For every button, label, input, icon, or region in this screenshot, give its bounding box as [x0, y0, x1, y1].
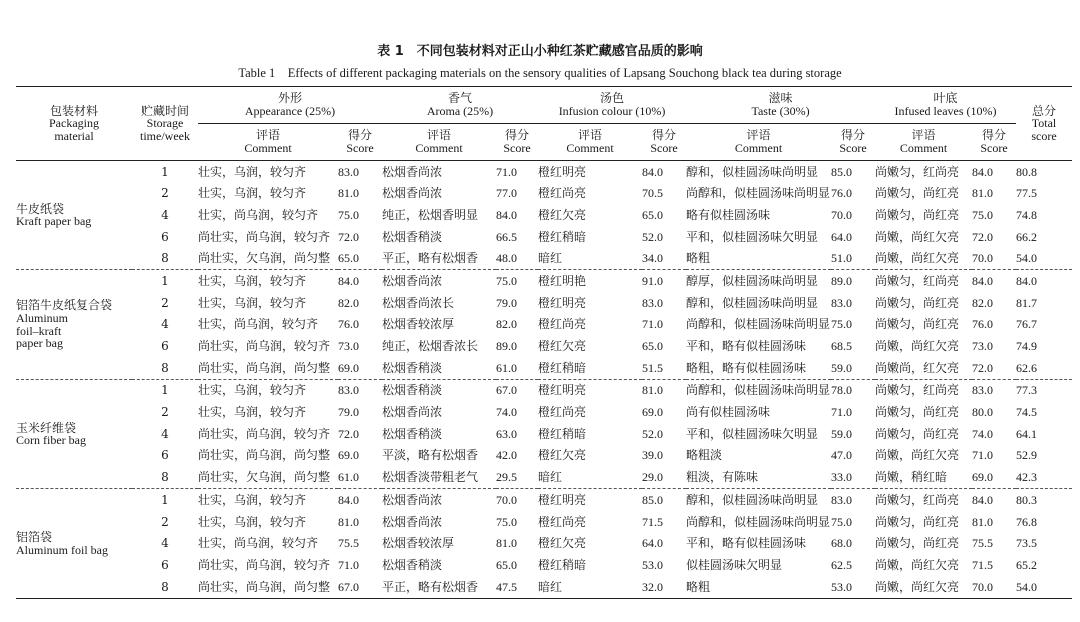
subheader-comment: 评语 Comment [382, 124, 496, 161]
cell-taste-comment: 尚有似桂圆汤味 [686, 405, 771, 420]
cell-appearance-score: 69.0 [338, 357, 382, 379]
sensory-quality-table [16, 86, 1072, 599]
cell-aroma-score: 67.0 [496, 383, 517, 398]
table-body [16, 161, 1072, 599]
cell-leaves-comment: 尚嫩匀，尚红亮 [875, 295, 960, 310]
cell-aroma-score: 74.0 [496, 405, 517, 420]
cell-leaves-score: 70.0 [972, 248, 1016, 270]
cell-appearance-comment: 壮实，乌润，较匀齐 [198, 164, 307, 179]
cell-taste-comment: 略粗，略有似桂圆汤味 [686, 357, 831, 379]
material-name-en: paper bag [16, 336, 63, 351]
cell-storage-time: 6 [161, 339, 169, 354]
cell-aroma-comment: 松烟香尚浓长 [382, 295, 455, 310]
cell-infusion-score: 69.0 [642, 405, 663, 420]
cell-storage-time: 1 [161, 273, 169, 288]
cell-taste-score: 71.0 [831, 405, 853, 420]
table-row [16, 533, 1072, 555]
cell-leaves-comment: 尚嫩匀，尚红亮 [875, 186, 960, 201]
cell-packaging-material [16, 270, 132, 379]
cell-infusion-score: 52.0 [642, 229, 663, 244]
table-row [16, 379, 1072, 401]
cell-infusion-score: 83.0 [642, 295, 663, 310]
cell-leaves-score: 73.0 [972, 339, 994, 354]
cell-leaves-score: 74.0 [972, 426, 994, 441]
cell-aroma-comment: 松烟香尚浓 [382, 405, 443, 420]
cell-leaves-score: 71.5 [972, 557, 994, 572]
table-row [16, 511, 1072, 533]
cell-total-score: 66.2 [1016, 229, 1038, 244]
cell-total-score: 80.8 [1016, 164, 1038, 179]
cell-aroma-score: 89.0 [496, 339, 517, 354]
cell-taste-comment: 尚醇和，似桂圆汤味尚明显 [686, 186, 831, 201]
cell-leaves-comment: 尚嫩，尚红欠亮 [875, 448, 960, 463]
cell-aroma-score: 47.5 [496, 579, 517, 594]
cell-storage-time: 8 [132, 248, 198, 270]
cell-aroma-score: 75.0 [496, 273, 517, 288]
cell-infusion-score: 32.0 [642, 579, 663, 594]
subheader-comment: 评语 Comment [875, 124, 972, 161]
cell-leaves-comment: 尚嫩，尚红欠亮 [875, 229, 960, 244]
cell-total-score: 76.7 [1016, 317, 1038, 332]
cell-infusion-comment: 橙红尚亮 [538, 514, 587, 529]
material-name-en: foil–kraft [16, 323, 62, 338]
cell-packaging-material [16, 489, 132, 598]
table-title-cn: 表 1 不同包装材料对正山小种红茶贮藏感官品质的影响 [377, 44, 703, 59]
cell-infusion-score: 85.0 [642, 492, 663, 507]
table-row [16, 314, 1072, 336]
cell-storage-time: 8 [161, 579, 169, 594]
cell-leaves-score: 80.0 [972, 405, 994, 420]
cell-aroma-comment: 松烟香尚浓 [382, 186, 443, 201]
cell-infusion-comment: 橙红稍暗 [538, 426, 587, 441]
cell-taste-score: 64.0 [831, 229, 853, 244]
cell-appearance-comment: 壮实，乌润，较匀齐 [198, 295, 307, 310]
cell-leaves-comment: 尚嫩，尚红欠亮 [875, 248, 972, 270]
cell-taste-comment: 醇和，似桂圆汤味尚明显 [686, 295, 819, 310]
subheader-score: 得分 Score [338, 124, 382, 161]
cell-taste-score: 75.0 [831, 514, 853, 529]
cell-aroma-comment: 平淡，略有松烟香 [382, 448, 479, 463]
cell-infusion-score: 53.0 [642, 557, 663, 572]
table-row [16, 467, 1072, 489]
cell-taste-score: 59.0 [831, 357, 875, 379]
cell-total-score: 84.0 [1016, 273, 1038, 288]
material-name-en: Aluminum foil bag [16, 542, 108, 557]
table-row [16, 336, 1072, 358]
cell-appearance-comment: 壮实，乌润，较匀齐 [198, 383, 307, 398]
cell-infusion-score: 84.0 [642, 164, 663, 179]
cell-total-score: 42.3 [1016, 467, 1072, 489]
cell-appearance-score: 81.0 [338, 186, 359, 201]
cell-infusion-score: 65.0 [642, 207, 663, 222]
cell-taste-score: 68.0 [831, 536, 853, 551]
cell-aroma-comment: 纯正，松烟香浓长 [382, 339, 479, 354]
cell-taste-comment: 尚醇和，似桂圆汤味尚明显 [686, 317, 831, 332]
cell-leaves-score: 70.0 [972, 579, 994, 594]
table-row [16, 183, 1072, 205]
cell-appearance-score: 75.5 [338, 536, 359, 551]
cell-taste-score: 75.0 [831, 317, 853, 332]
cell-leaves-comment: 尚嫩匀，红尚亮 [875, 492, 960, 507]
table-title-en: Table 1 Effects of different packaging materials on the sensory qualities of Lapsang Souchong black tea during storage [238, 66, 842, 80]
cell-aroma-score: 77.0 [496, 186, 517, 201]
header-infused-leaves: 叶底 Infused leaves (10%) [875, 87, 1016, 124]
cell-infusion-comment: 橙红稍暗 [538, 229, 587, 244]
cell-aroma-score: 82.0 [496, 317, 517, 332]
cell-taste-score: 51.0 [831, 248, 875, 270]
table-row [16, 292, 1072, 314]
cell-appearance-score: 79.0 [338, 405, 359, 420]
header-storage-time: 贮藏时间 Storage time/week [132, 87, 198, 161]
cell-infusion-comment: 橙红稍暗 [538, 557, 587, 572]
cell-taste-comment: 醇厚，似桂圆汤味尚明显 [686, 273, 819, 288]
cell-infusion-comment: 橙红欠亮 [538, 536, 587, 551]
cell-taste-comment: 似桂圆汤味欠明显 [686, 557, 783, 572]
cell-taste-score: 59.0 [831, 426, 853, 441]
cell-aroma-comment: 松烟香较浓厚 [382, 317, 455, 332]
cell-appearance-comment: 壮实，乌润，较匀齐 [198, 273, 307, 288]
cell-leaves-score: 83.0 [972, 383, 994, 398]
cell-infusion-score: 65.0 [642, 339, 663, 354]
material-name-en: Corn fiber bag [16, 433, 86, 448]
cell-taste-score: 62.5 [831, 557, 853, 572]
subheader-score: 得分 Score [972, 124, 1016, 161]
cell-leaves-comment: 尚嫩匀，尚红亮 [875, 317, 960, 332]
table-row [16, 204, 1072, 226]
table-row [16, 270, 1072, 292]
material-name-cn: 玉米纤维袋 [16, 420, 77, 435]
cell-leaves-comment: 尚嫩匀，尚红亮 [875, 207, 960, 222]
cell-aroma-score: 71.0 [496, 164, 517, 179]
cell-taste-comment: 略粗 [686, 248, 831, 270]
cell-aroma-comment: 松烟香尚浓 [382, 514, 443, 529]
table-row [16, 489, 1072, 511]
table-row [16, 554, 1072, 576]
cell-appearance-comment: 尚壮实，欠乌润，尚匀整 [198, 248, 338, 270]
cell-leaves-comment: 尚嫩，尚红欠亮 [875, 579, 960, 594]
cell-taste-score: 33.0 [831, 467, 875, 489]
cell-aroma-comment: 松烟香稍淡 [382, 383, 443, 398]
cell-aroma-comment: 松烟香尚浓 [382, 164, 443, 179]
cell-taste-comment: 平和，似桂圆汤味欠明显 [686, 426, 819, 441]
cell-leaves-score: 69.0 [972, 467, 1016, 489]
cell-infusion-comment: 橙红稍暗 [538, 357, 642, 379]
cell-appearance-score: 67.0 [338, 579, 359, 594]
cell-aroma-comment: 松烟香较浓厚 [382, 536, 455, 551]
material-name-cn: 牛皮纸袋 [16, 201, 65, 216]
cell-infusion-comment: 橙红尚亮 [538, 405, 587, 420]
cell-infusion-score: 51.5 [642, 357, 686, 379]
cell-storage-time: 2 [161, 405, 169, 420]
cell-infusion-score: 71.5 [642, 514, 663, 529]
cell-storage-time: 1 [161, 164, 169, 179]
table-row [16, 226, 1072, 248]
cell-total-score: 73.5 [1016, 536, 1038, 551]
cell-appearance-comment: 壮实，乌润，较匀齐 [198, 186, 307, 201]
cell-taste-score: 53.0 [831, 579, 853, 594]
cell-leaves-comment: 尚嫩匀，尚红亮 [875, 405, 960, 420]
cell-infusion-comment: 橙红明亮 [538, 164, 587, 179]
cell-aroma-score: 75.0 [496, 514, 517, 529]
cell-appearance-comment: 壮实，尚乌润，较匀齐 [198, 536, 319, 551]
cell-leaves-score: 84.0 [972, 164, 994, 179]
cell-packaging-material [16, 379, 132, 488]
subheader-score: 得分 Score [831, 124, 875, 161]
cell-aroma-comment: 松烟香稍淡 [382, 357, 496, 379]
cell-appearance-score: 69.0 [338, 448, 359, 463]
cell-total-score: 77.5 [1016, 186, 1038, 201]
cell-infusion-comment: 橙红明艳 [538, 273, 587, 288]
header-aroma: 香气 Aroma (25%) [382, 87, 538, 124]
cell-appearance-comment: 尚壮实，尚乌润，尚匀整 [198, 448, 331, 463]
cell-leaves-comment: 尚嫩尚，红欠亮 [875, 357, 972, 379]
cell-leaves-score: 72.0 [972, 357, 1016, 379]
cell-leaves-comment: 尚嫩，尚红欠亮 [875, 339, 960, 354]
cell-appearance-score: 73.0 [338, 339, 359, 354]
material-name-en: Aluminum [16, 311, 69, 326]
cell-aroma-comment: 松烟香淡带粗老气 [382, 467, 496, 489]
cell-taste-score: 83.0 [831, 295, 853, 310]
cell-appearance-comment: 壮实，尚乌润，较匀齐 [198, 207, 319, 222]
table-row [16, 161, 1072, 183]
cell-appearance-score: 81.0 [338, 514, 359, 529]
table-row [16, 576, 1072, 598]
cell-taste-score: 68.5 [831, 339, 853, 354]
cell-aroma-comment: 松烟香尚浓 [382, 492, 443, 507]
cell-appearance-comment: 壮实，乌润，较匀齐 [198, 405, 307, 420]
cell-infusion-score: 39.0 [642, 448, 663, 463]
cell-infusion-score: 64.0 [642, 536, 663, 551]
cell-aroma-comment: 松烟香稍淡 [382, 229, 443, 244]
cell-infusion-comment: 橙红欠亮 [538, 207, 587, 222]
material-name-cn: 铝箔袋 [16, 529, 53, 544]
cell-aroma-comment: 平正，略有松烟香 [382, 248, 496, 270]
cell-appearance-score: 72.0 [338, 426, 359, 441]
table-row [16, 423, 1072, 445]
cell-aroma-score: 66.5 [496, 229, 517, 244]
cell-appearance-score: 83.0 [338, 383, 359, 398]
header-taste: 滋味 Taste (30%) [686, 87, 875, 124]
cell-storage-time: 2 [161, 514, 169, 529]
table-row [16, 357, 1072, 379]
cell-appearance-comment: 尚壮实，尚乌润，较匀齐 [198, 229, 331, 244]
cell-infusion-score: 71.0 [642, 317, 663, 332]
cell-leaves-score: 81.0 [972, 186, 994, 201]
cell-infusion-score: 29.0 [642, 467, 686, 489]
cell-appearance-score: 76.0 [338, 317, 359, 332]
cell-infusion-score: 34.0 [642, 248, 686, 270]
cell-leaves-comment: 尚嫩，稍红暗 [875, 467, 972, 489]
cell-infusion-score: 91.0 [642, 273, 663, 288]
cell-taste-comment: 醇和，似桂圆汤味尚明显 [686, 164, 819, 179]
cell-taste-comment: 平和，似桂圆汤味欠明显 [686, 229, 819, 244]
material-name-cn: 铝箔牛皮纸复合袋 [16, 298, 113, 313]
cell-leaves-score: 75.0 [972, 207, 994, 222]
cell-appearance-comment: 壮实，乌润，较匀齐 [198, 492, 307, 507]
cell-total-score: 64.1 [1016, 426, 1038, 441]
subheader-comment: 评语 Comment [686, 124, 831, 161]
cell-taste-score: 85.0 [831, 164, 853, 179]
cell-aroma-comment: 松烟香稍淡 [382, 426, 443, 441]
cell-total-score: 54.0 [1016, 579, 1038, 594]
cell-leaves-score: 76.0 [972, 317, 994, 332]
cell-appearance-comment: 尚壮实，欠乌润，尚匀整 [198, 467, 338, 489]
cell-taste-comment: 尚醇和，似桂圆汤味尚明显 [686, 383, 831, 398]
cell-infusion-score: 70.5 [642, 186, 663, 201]
cell-appearance-score: 71.0 [338, 557, 359, 572]
subheader-comment: 评语 Comment [198, 124, 338, 161]
cell-storage-time: 8 [132, 467, 198, 489]
table-row [16, 248, 1072, 270]
cell-leaves-comment: 尚嫩匀，尚红亮 [875, 536, 960, 551]
cell-aroma-score: 81.0 [496, 536, 517, 551]
cell-storage-time: 2 [161, 295, 169, 310]
cell-infusion-comment: 橙红明亮 [538, 492, 587, 507]
cell-infusion-comment: 橙红明亮 [538, 383, 587, 398]
cell-infusion-score: 52.0 [642, 426, 663, 441]
subheader-score: 得分 Score [496, 124, 538, 161]
cell-taste-comment: 醇和，似桂圆汤味尚明显 [686, 492, 819, 507]
cell-appearance-comment: 壮实，乌润，较匀齐 [198, 514, 307, 529]
material-name-en: Kraft paper bag [16, 214, 92, 229]
cell-total-score: 81.7 [1016, 295, 1038, 310]
cell-taste-score: 70.0 [831, 207, 853, 222]
cell-appearance-score: 75.0 [338, 207, 359, 222]
cell-leaves-score: 72.0 [972, 229, 994, 244]
cell-total-score: 54.0 [1016, 248, 1072, 270]
cell-aroma-score: 65.0 [496, 557, 517, 572]
cell-leaves-comment: 尚嫩匀，红尚亮 [875, 273, 960, 288]
cell-appearance-comment: 尚壮实，尚乌润，较匀齐 [198, 426, 331, 441]
cell-aroma-score: 70.0 [496, 492, 517, 507]
cell-infusion-comment: 橙红欠亮 [538, 448, 587, 463]
cell-storage-time: 4 [161, 536, 169, 551]
cell-aroma-comment: 松烟香尚浓 [382, 273, 443, 288]
cell-appearance-score: 61.0 [338, 467, 382, 489]
header-appearance: 外形 Appearance (25%) [198, 87, 382, 124]
cell-total-score: 80.3 [1016, 492, 1038, 507]
cell-total-score: 62.6 [1016, 357, 1072, 379]
cell-storage-time: 6 [161, 229, 169, 244]
cell-appearance-comment: 尚壮实，尚乌润，尚匀整 [198, 579, 331, 594]
cell-total-score: 74.9 [1016, 339, 1038, 354]
cell-storage-time: 1 [161, 383, 169, 398]
cell-storage-time: 2 [161, 186, 169, 201]
cell-storage-time: 4 [161, 207, 169, 222]
cell-appearance-score: 83.0 [338, 164, 359, 179]
cell-infusion-comment: 暗红 [538, 467, 642, 489]
cell-aroma-comment: 松烟香稍淡 [382, 557, 443, 572]
cell-storage-time: 8 [132, 357, 198, 379]
cell-infusion-score: 81.0 [642, 383, 663, 398]
cell-appearance-comment: 尚壮实，尚乌润，尚匀整 [198, 357, 338, 379]
cell-leaves-score: 84.0 [972, 273, 994, 288]
cell-leaves-score: 82.0 [972, 295, 994, 310]
cell-infusion-comment: 橙红尚亮 [538, 317, 587, 332]
cell-taste-comment: 粗淡，有陈味 [686, 467, 831, 489]
cell-taste-score: 47.0 [831, 448, 853, 463]
cell-leaves-comment: 尚嫩匀，红尚亮 [875, 164, 960, 179]
header-total-score: 总分 Total score [1016, 87, 1072, 161]
cell-appearance-comment: 尚壮实，尚乌润，较匀齐 [198, 339, 331, 354]
cell-taste-score: 78.0 [831, 383, 853, 398]
cell-total-score: 77.3 [1016, 383, 1038, 398]
cell-storage-time: 4 [161, 317, 169, 332]
cell-total-score: 76.8 [1016, 514, 1038, 529]
header-infusion-colour: 汤色 Infusion colour (10%) [538, 87, 686, 124]
cell-taste-comment: 略粗淡 [686, 448, 723, 463]
cell-appearance-score: 72.0 [338, 229, 359, 244]
cell-aroma-score: 42.0 [496, 448, 517, 463]
cell-leaves-comment: 尚嫩匀，尚红亮 [875, 426, 960, 441]
cell-leaves-score: 84.0 [972, 492, 994, 507]
cell-taste-comment: 略粗 [686, 579, 711, 594]
cell-appearance-score: 65.0 [338, 248, 382, 270]
cell-taste-score: 83.0 [831, 492, 853, 507]
cell-total-score: 65.2 [1016, 557, 1038, 572]
subheader-comment: 评语 Comment [538, 124, 642, 161]
cell-appearance-comment: 壮实，尚乌润，较匀齐 [198, 317, 319, 332]
cell-appearance-comment: 尚壮实，尚乌润，较匀齐 [198, 557, 331, 572]
cell-infusion-comment: 橙红尚亮 [538, 186, 587, 201]
subheader-score: 得分 Score [642, 124, 686, 161]
cell-aroma-score: 48.0 [496, 248, 538, 270]
cell-aroma-comment: 纯正，松烟香明显 [382, 207, 479, 222]
table-row [16, 445, 1072, 467]
cell-storage-time: 4 [161, 426, 169, 441]
cell-aroma-score: 79.0 [496, 295, 517, 310]
cell-taste-comment: 尚醇和，似桂圆汤味尚明显 [686, 514, 831, 529]
cell-appearance-score: 82.0 [338, 295, 359, 310]
header-material: 包装材料 Packaging material [16, 87, 132, 161]
cell-total-score: 74.8 [1016, 207, 1038, 222]
cell-storage-time: 6 [161, 557, 169, 572]
cell-taste-comment: 平和，略有似桂圆汤味 [686, 536, 807, 551]
cell-leaves-comment: 尚嫩匀，尚红亮 [875, 514, 960, 529]
cell-aroma-score: 61.0 [496, 357, 538, 379]
table-row [16, 402, 1072, 424]
cell-infusion-comment: 橙红明亮 [538, 295, 587, 310]
cell-taste-score: 76.0 [831, 186, 853, 201]
cell-taste-comment: 略有似桂圆汤味 [686, 207, 771, 222]
cell-infusion-comment: 暗红 [538, 248, 642, 270]
cell-aroma-score: 63.0 [496, 426, 517, 441]
cell-appearance-score: 84.0 [338, 273, 359, 288]
cell-aroma-comment: 平正，略有松烟香 [382, 579, 479, 594]
cell-aroma-score: 84.0 [496, 207, 517, 222]
cell-infusion-comment: 橙红欠亮 [538, 339, 587, 354]
cell-leaves-comment: 尚嫩，尚红欠亮 [875, 557, 960, 572]
cell-leaves-score: 75.5 [972, 536, 994, 551]
cell-leaves-score: 71.0 [972, 448, 994, 463]
cell-total-score: 74.5 [1016, 405, 1038, 420]
cell-taste-score: 89.0 [831, 273, 853, 288]
cell-storage-time: 1 [161, 492, 169, 507]
cell-taste-comment: 平和，略有似桂圆汤味 [686, 339, 807, 354]
cell-storage-time: 6 [161, 448, 169, 463]
cell-total-score: 52.9 [1016, 448, 1038, 463]
cell-aroma-score: 29.5 [496, 467, 538, 489]
cell-leaves-comment: 尚嫩匀，红尚亮 [875, 383, 960, 398]
cell-appearance-score: 84.0 [338, 492, 359, 507]
cell-packaging-material [16, 161, 132, 270]
cell-infusion-comment: 暗红 [538, 579, 563, 594]
cell-leaves-score: 81.0 [972, 514, 994, 529]
